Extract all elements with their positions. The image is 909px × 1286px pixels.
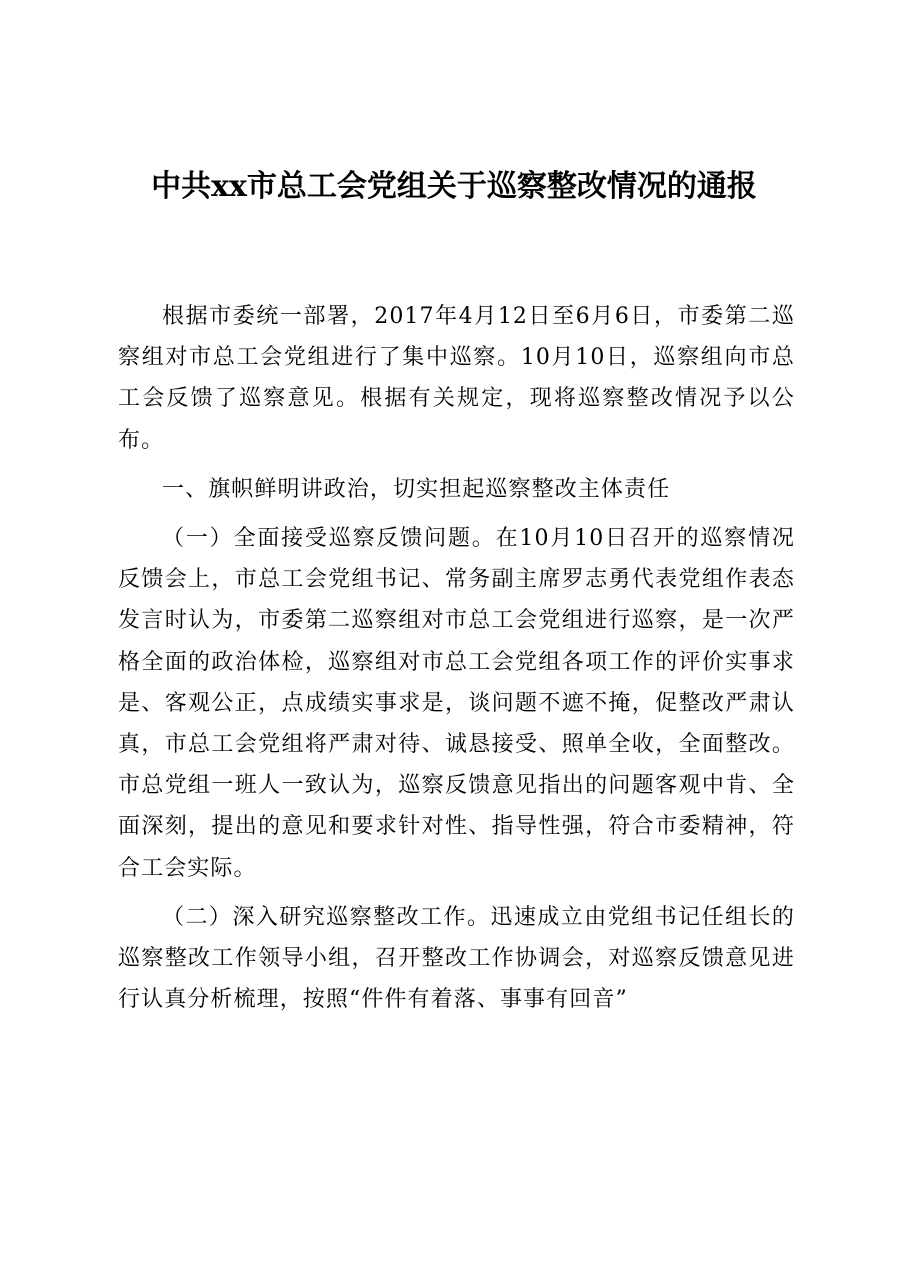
document-title: 中共xx市总工会党组关于巡察整改情况的通报	[151, 169, 757, 204]
paragraph-item-2: （二）深入研究巡察整改工作。迅速成立由党组书记任组长的巡察整改工作领导小组，召开整改工作协调会，对巡察反馈意见进行认真分析梳理，按照“件件有着落、事事有回音”	[118, 904, 795, 1013]
paragraph-item-1: （一）全面接受巡察反馈问题。在10月10日召开的巡察情况反馈会上，市总工会党组书记、常务副主席罗志勇代表党组作表态发言时认为，市委第二巡察组对市总工会党组进行巡察，是一次严格全面的政治体检，巡察组对市总工会党组各项工作的评价实事求是、客观公正，点成绩实事求是，谈问题不遮不掩，促整改严肃认真，市总工会党组将严肃对待、诚恳接受、照单全收，全面整改。市总党组一班人一致认为，巡察反馈意见指出的问题客观中肯、全面深刻，提出的意见和要求针对性、指导性强，符合市委精神，符合工会实际。	[118, 526, 795, 881]
paragraph-intro: 根据市委统一部署，2017年4月12日至6月6日，市委第二巡察组对市总工会党组进行了集中巡察。10月10日，巡察组向市总工会反馈了巡察意见。根据有关规定，现将巡察整改情况予以公布。	[118, 304, 795, 453]
section-heading-1: 一、旗帜鲜明讲政治，切实担起巡察整改主体责任	[162, 476, 671, 502]
document-body	[118, 296, 795, 1020]
